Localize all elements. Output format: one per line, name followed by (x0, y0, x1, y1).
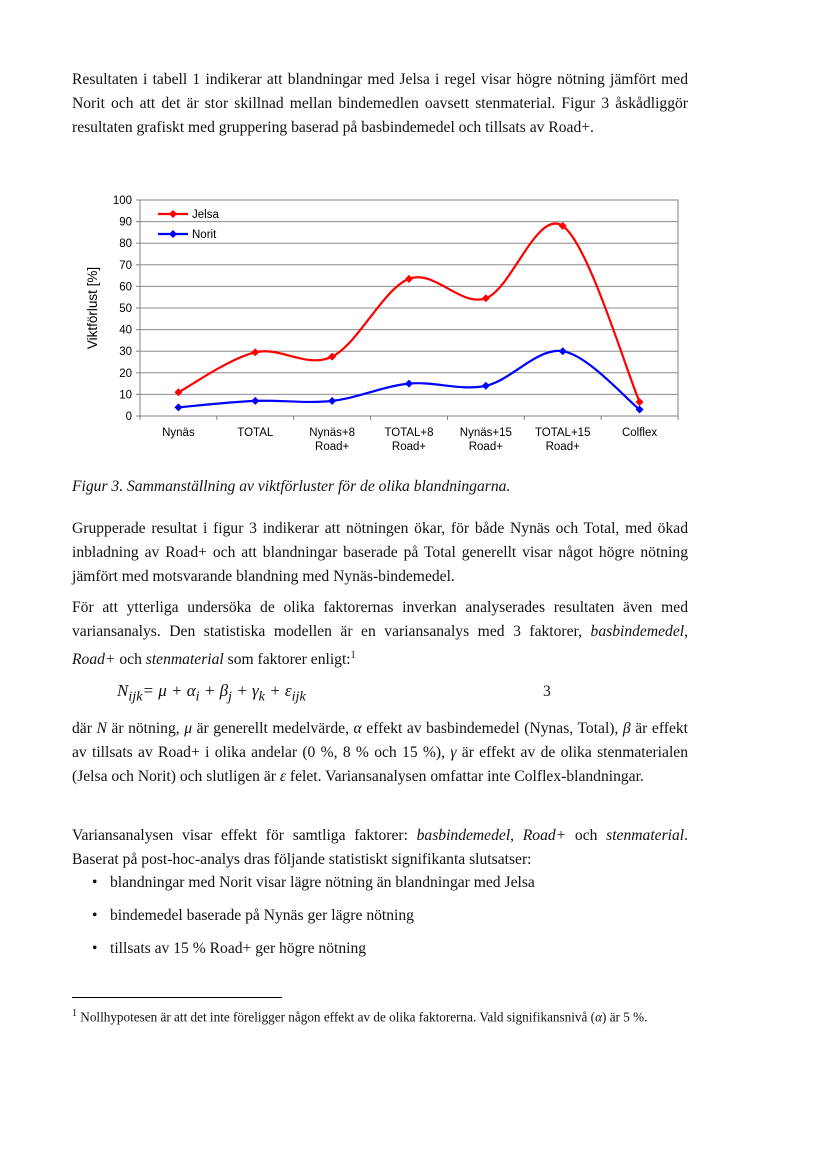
y-tick-label: 40 (119, 324, 132, 337)
x-tick-label: TOTAL (237, 427, 274, 439)
factor-stenmaterial: stenmaterial (145, 651, 224, 669)
x-tick-label: Road+ (315, 441, 350, 453)
y-tick-label: 90 (119, 216, 132, 229)
list-item: • bindemedel baserade på Nynäs ger lägre nötning (92, 904, 535, 937)
y-tick-label: 10 (119, 389, 132, 402)
y-tick-label: 0 (125, 411, 132, 423)
x-tick-label: Nynäs (162, 427, 195, 439)
conclusion-list (92, 871, 535, 970)
x-tick-label: Road+ (468, 441, 503, 453)
bullet-icon: • (92, 907, 98, 924)
list-item: • blandningar med Norit visar lägre nötning än blandningar med Jelsa (92, 871, 535, 904)
bullet-icon: • (92, 940, 98, 957)
x-tick-label: TOTAL+15 (534, 427, 591, 439)
x-tick-label: Nynäs+15 (459, 427, 512, 439)
y-tick-label: 30 (119, 346, 132, 359)
anova-text: För att ytterliga undersöka de olika faktorernas inverkan analyserades resultaten även med variansanalys. Den statistiska modellen är en variansanalys med 3 faktorer, (72, 599, 688, 641)
x-tick-label: Road+ (391, 441, 427, 453)
footnote-separator (72, 997, 282, 998)
footnote-ref: 1 (350, 650, 356, 662)
y-tick-label: 60 (119, 281, 132, 294)
figure-caption: Figur 3. Sammanställning av viktförluster för de olika blandningarna. (72, 478, 511, 495)
paragraph-intro: Resultaten i tabell 1 indikerar att blandningar med Jelsa i regel visar högre nötning jämfört med Norit och att det är stor skillnad mellan bindemedlen oavsett stenmaterial. Figur 3 åskådliggör resultaten grafiskt med gruppering baserad på basbindemedel och tillsats av Road+. (72, 71, 688, 137)
y-tick-label: 70 (119, 259, 132, 272)
list-item: • tillsats av 15 % Road+ ger högre nötning (92, 937, 535, 970)
y-tick-label: 80 (119, 238, 132, 251)
factor-basbindemedel: basbindemedel (590, 623, 685, 641)
line-chart (0, 0, 827, 470)
paragraph-variables: där N är nötning, μ är generellt medelvärde, α effekt av basbindemedel (Nynas, Total), β är effekt av tillsats av Road+ i olika andelar (0 %, 8 % och 15 %), γ är effekt av de olika stenmaterialen (Jelsa och Norit) och slutligen är ε felet. Variansanalysen omfattar inte Colflex-blandningar. (72, 720, 688, 786)
legend-label: Jelsa (192, 209, 219, 221)
y-tick-label: 100 (112, 195, 132, 207)
equation: $N_{ijk}= \mu + \alpha_i + \beta_j + \gamma_k + \varepsilon_{ijk}$ (117, 681, 306, 705)
bullet-icon: • (92, 874, 98, 891)
paragraph-anova-results: Variansanalysen visar effekt för samtliga faktorer: basbindemedel, Road+ och stenmaterial. Baserat på post-hoc-analys dras följande statistiskt signifikanta slutsatser: (72, 827, 689, 869)
y-axis-label: Viktförlust [%] (85, 266, 100, 350)
y-tick-label: 20 (119, 367, 132, 380)
x-tick-label: TOTAL+8 (384, 427, 434, 439)
paragraph-anova-intro: För att ytterliga undersöka de olika faktorernas inverkan analyserades resultaten även med variansanalys. Den statistiska modellen är en variansanalys med 3 faktorer, basbindemedel, Road+ och stenmaterial som faktorer enligt:$^1$ (72, 599, 688, 669)
footnote: $^1$ Nollhypotesen är att det inte föreligger någon effekt av de olika faktorerna. Vald signifikansnivå (α) är 5 %. (72, 1008, 648, 1025)
x-tick-label: Colflex (621, 427, 658, 439)
paragraph-grouped-results: Grupperade resultat i figur 3 indikerar att nötningen ökar, för både Nynäs och Total, med ökad inbladning av Road+ och att blandningar baserade på Total generellt visar något högre nötning jämfört med motsvarande blandning med Nynäs-bindemedel. (72, 520, 688, 586)
x-tick-label: Nynäs+8 (309, 427, 356, 439)
factor-road: Road+ (72, 651, 116, 669)
equation-number: 3 (543, 683, 551, 700)
x-tick-label: Road+ (545, 441, 580, 453)
y-tick-label: 50 (119, 303, 132, 315)
legend-label: Norit (192, 229, 217, 241)
